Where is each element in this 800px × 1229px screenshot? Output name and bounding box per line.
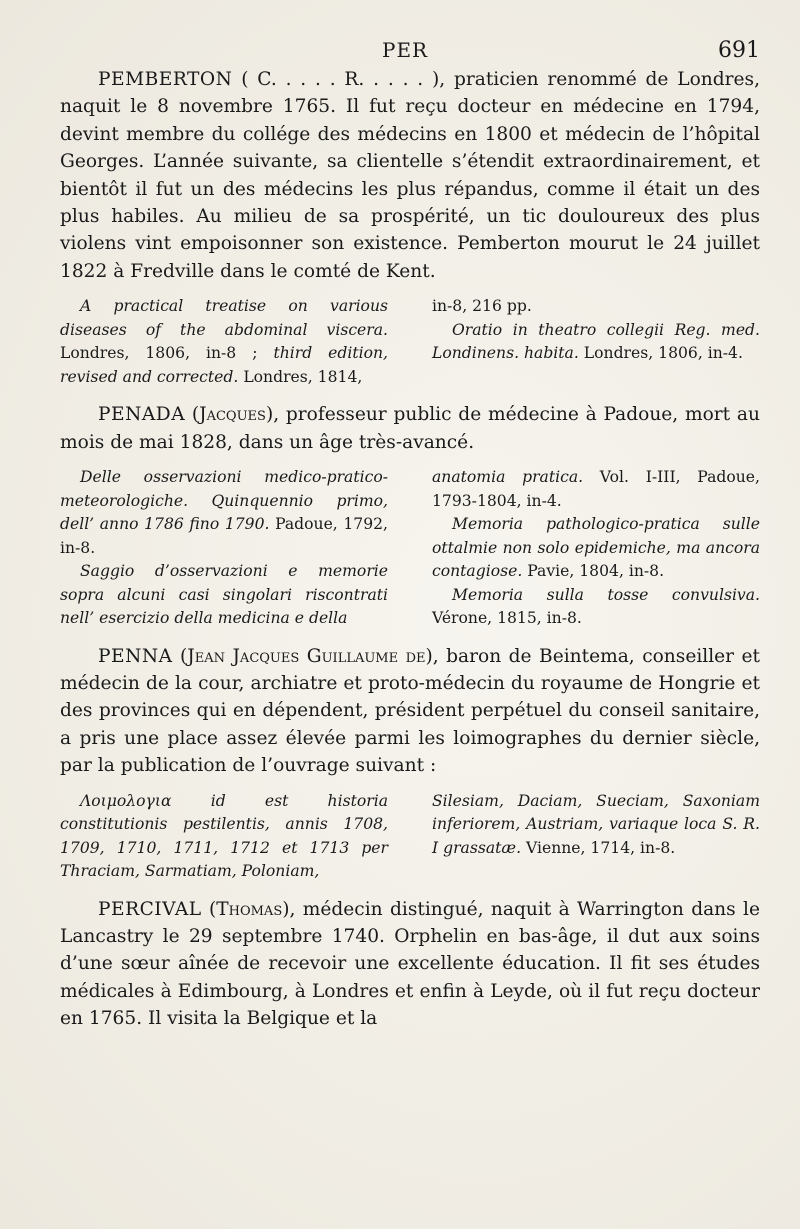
reference-title: Memoria sulla tosse convulsiva. [452, 585, 760, 604]
reference [60, 466, 388, 560]
bibliography-right-column [432, 790, 760, 884]
page-header [60, 38, 760, 68]
bibliography-left-column [60, 466, 388, 631]
entry-text [60, 896, 760, 1033]
reference-title: Oratio in theatro collegii Reg. med. Londinens. habita. [432, 320, 760, 363]
entry-percival [60, 896, 760, 1033]
entry-penna [60, 643, 760, 780]
entry-body: , professeur public de médecine à Padoue, mort au mois de mai 1828, dans un âge très-avancé. [60, 404, 760, 453]
bibliography-right-column [432, 466, 760, 631]
reference-continuation: in-8, 216 pp. [432, 297, 532, 316]
reference [432, 513, 760, 584]
reference-detail: Padoue, 1792, in-8. [60, 515, 388, 557]
bibliography-penada [60, 466, 760, 631]
entry-pemberton [60, 66, 760, 285]
bibliography-pemberton [60, 295, 760, 389]
entry-name: PENADA [98, 404, 186, 426]
reference-title: A practical treatise on various diseases of the abdominal viscera. [60, 297, 388, 339]
bibliography-penna [60, 790, 760, 884]
entry-body: , médecin distingué, naquit à Warrington dans le Lancastry le 29 septembre 1740. Orphelin en bas-âge, il dut aux soins d’une sœur aînée de recevoir une excellente éducation. Il fit ses études médicales à Edimbourg, à Londres et enfin à Leyde, où il fut reçu docteur en 1765. Il visita la Belgique et la [60, 898, 760, 1030]
reference-detail: Vérone, 1815, in-8. [432, 609, 582, 628]
reference-title: Λοιμολογια id est historia constitutionis pestilentis, annis 1708, 1709, 1710, 1711, 1712 et 1713 per Thraciam, Sarmatiam, Poloniam, [60, 791, 388, 881]
reference [60, 295, 388, 389]
reference [432, 584, 760, 631]
reference-detail: Londres, 1814, [238, 367, 363, 386]
bibliography-right-column [432, 295, 760, 389]
running-title: PER [382, 38, 429, 62]
reference-title: Silesiam, Daciam, Sueciam, Saxoniam inferiorem, Austriam, variaque loca S. R. I grassatæ. [432, 791, 760, 857]
reference-detail: Vienne, 1714, in-8. [521, 838, 676, 857]
entry-given-name: (Jacques) [191, 404, 274, 426]
reference-title: Delle osservazioni medico-pratico-meteorologiche. Quinquennio primo, dell’ anno 1786 fino 1790. [60, 468, 388, 534]
entry-name: PERCIVAL [98, 898, 202, 920]
entry-name: PEMBERTON [98, 69, 233, 90]
reference-title: Memoria pathologico-pratica sulle ottalmie non solo epidemiche, ma ancora contagiose. [432, 515, 760, 581]
entry-given-name: (Jean Jacques Guillaume de) [180, 645, 433, 667]
entry-given-name: (Thomas) [208, 898, 290, 920]
reference-detail: Pavie, 1804, in-8. [522, 562, 665, 581]
page-body [60, 66, 760, 1033]
reference [60, 560, 388, 631]
entry-text [60, 401, 760, 456]
reference-edition: third edition, revised and corrected. [60, 344, 389, 386]
reference-title: anatomia pratica. [432, 468, 584, 487]
reference-title: Saggio d’osservazioni e memorie sopra alcuni casi singolari riscontrati nell’ esercizio della medicina e della [60, 562, 388, 628]
entry-body: ( C. . . . . R. . . . . ), praticien renommé de Londres, naquit le 8 novembre 1765. Il fut reçu docteur en médecine en 1794, devint membre du collége des médecins en 1800 et médecin de l’hôpital Georges. L’année suivante, sa clientelle s’étendit extraordinairement, et bientôt il fut un des médecins les plus répandus, comme il était un des plus habiles. Au milieu de sa prospérité, un tic douloureux des plus violens vint empoisonner son existence. Pemberton mourut le 24 juillet 1822 à Fredville dans le comté de Kent. [60, 69, 760, 282]
entry-name: PENNA [98, 645, 173, 667]
reference [432, 319, 760, 366]
reference-continuation [432, 790, 760, 861]
reference-detail: Londres, 1806, in-8 ; [60, 344, 274, 363]
entry-text [60, 66, 760, 285]
reference [60, 790, 388, 884]
reference-detail: Londres, 1806, in-4. [578, 344, 743, 363]
entry-penada [60, 401, 760, 456]
reference-detail: Vol. I-III, Padoue, 1793-1804, in-4. [432, 468, 760, 510]
entry-body: , baron de Beintema, conseiller et médecin de la cour, archiatre et proto-médecin du royaume de Hongrie et des provinces qui en dépendent, président perpétuel du conseil sanitaire, a pris une place assez élevée parmi les loimographes du dernier siècle, par la publication de l’ouvrage suivant : [60, 645, 760, 777]
reference-continuation [432, 466, 760, 513]
bibliography-left-column [60, 295, 388, 389]
page-number: 691 [718, 38, 760, 63]
entry-text [60, 643, 760, 780]
bibliography-left-column [60, 790, 388, 884]
